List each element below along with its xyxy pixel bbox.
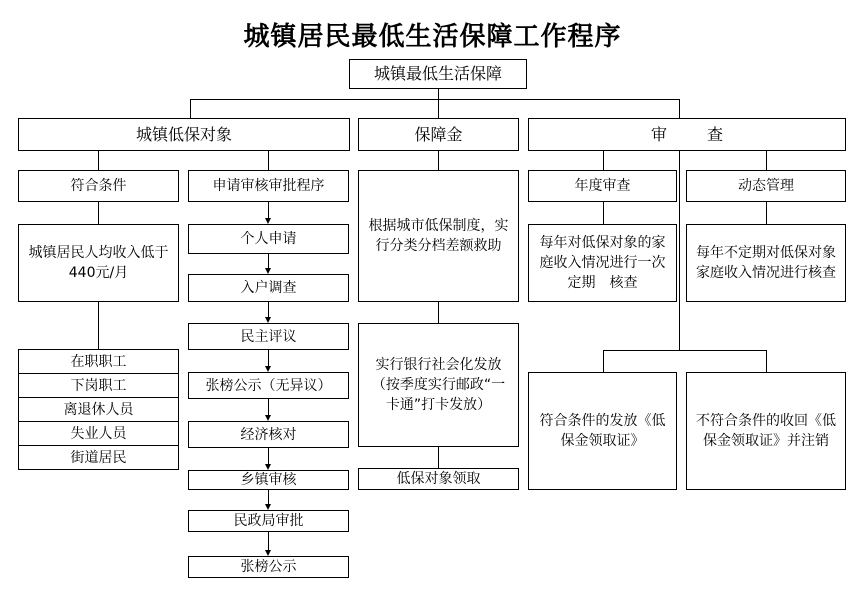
- procedure-step: 民政局审批: [188, 510, 349, 532]
- connector: [438, 447, 439, 468]
- fund-policy-text: 根据城市低保制度，实行分类分档差额救助: [368, 218, 509, 254]
- branch-review: [528, 118, 846, 151]
- connector: [190, 99, 191, 118]
- connector: [766, 202, 767, 224]
- procedure-step: 入户调查: [188, 274, 349, 302]
- connector: [98, 151, 99, 170]
- fund-payment: [358, 323, 519, 447]
- page-title: 城镇居民最低生活保障工作程序: [243, 22, 622, 52]
- dynamic-mgmt-text: 每年不定期对低保对象家庭收入情况进行核查: [696, 245, 836, 281]
- arrow-stem: [268, 490, 269, 504]
- connector: [603, 350, 766, 351]
- connector: [438, 151, 439, 170]
- arrow-stem: [268, 448, 269, 464]
- eligible-group-item: 失业人员: [18, 421, 179, 446]
- conditions-detail-text: 城镇居民人均收入低于440元/月: [28, 245, 169, 281]
- review-pass: [528, 372, 677, 490]
- fund-collect: [358, 468, 519, 490]
- conditions-header: [18, 170, 179, 202]
- annual-review-detail: [528, 224, 677, 302]
- connector: [438, 89, 439, 99]
- connector: [603, 151, 604, 170]
- eligible-group-item: 离退休人员: [18, 397, 179, 422]
- connector: [679, 151, 680, 350]
- root-node: [349, 59, 527, 89]
- connector: [98, 202, 99, 224]
- procedure-step: 乡镇审核: [188, 470, 349, 490]
- branch-review-label-a: 审: [650, 124, 667, 144]
- branch-fund: [358, 118, 519, 151]
- annual-review-header: [528, 170, 677, 202]
- branch-review-label-b: 查: [707, 124, 724, 144]
- review-fail: [686, 372, 846, 490]
- branch-targets-label: 城镇低保对象: [135, 124, 232, 144]
- arrow-stem: [268, 254, 269, 268]
- procedure-step: 张榜公示: [188, 556, 349, 578]
- dynamic-mgmt-detail: [686, 224, 846, 302]
- procedure-step: 张榜公示（无异议）: [188, 372, 349, 399]
- eligible-group-item: 下岗职工: [18, 373, 179, 398]
- branch-fund-label: 保障金: [414, 124, 463, 144]
- review-pass-text: 符合条件的发放《低保金领取证》: [539, 413, 666, 449]
- annual-review-text: 每年对低保对象的家庭收入情况进行一次定期 核查: [539, 235, 666, 291]
- arrow-stem: [268, 350, 269, 366]
- connector: [679, 99, 680, 118]
- connector: [438, 302, 439, 323]
- root-label: 城镇最低生活保障: [373, 64, 502, 83]
- procedure-step: 经济核对: [188, 421, 349, 448]
- branch-targets: [18, 118, 350, 151]
- conditions-header-label: 符合条件: [70, 178, 127, 194]
- arrow-stem: [268, 532, 269, 550]
- connector: [268, 151, 269, 170]
- arrow-stem: [268, 399, 269, 415]
- connector: [603, 350, 604, 372]
- connector: [603, 202, 604, 224]
- procedure-step: 民主评议: [188, 323, 349, 350]
- fund-policy: [358, 170, 519, 302]
- dynamic-mgmt-header: [686, 170, 846, 202]
- arrow-stem: [268, 302, 269, 317]
- procedure-header: [188, 170, 349, 202]
- connector: [766, 350, 767, 372]
- fund-collect-text: 低保对象领取: [396, 471, 481, 487]
- eligible-group-item: 在职职工: [18, 349, 179, 374]
- connector: [438, 99, 439, 118]
- conditions-detail: [18, 224, 179, 302]
- procedure-step: 个人申请: [188, 224, 349, 254]
- procedure-header-label: 申请审核审批程序: [212, 178, 325, 194]
- connector: [98, 302, 99, 349]
- review-fail-text: 不符合条件的收回《低保金领取证》并注销: [696, 413, 836, 449]
- dynamic-mgmt-label: 动态管理: [738, 178, 794, 194]
- connector: [190, 99, 679, 100]
- annual-review-label: 年度审查: [574, 178, 631, 194]
- fund-payment-text: 实行银行社会化发放（按季度实行邮政“一卡通”打卡发放）: [371, 357, 506, 413]
- connector: [766, 151, 767, 170]
- eligible-group-item: 街道居民: [18, 445, 179, 470]
- arrow-stem: [268, 202, 269, 218]
